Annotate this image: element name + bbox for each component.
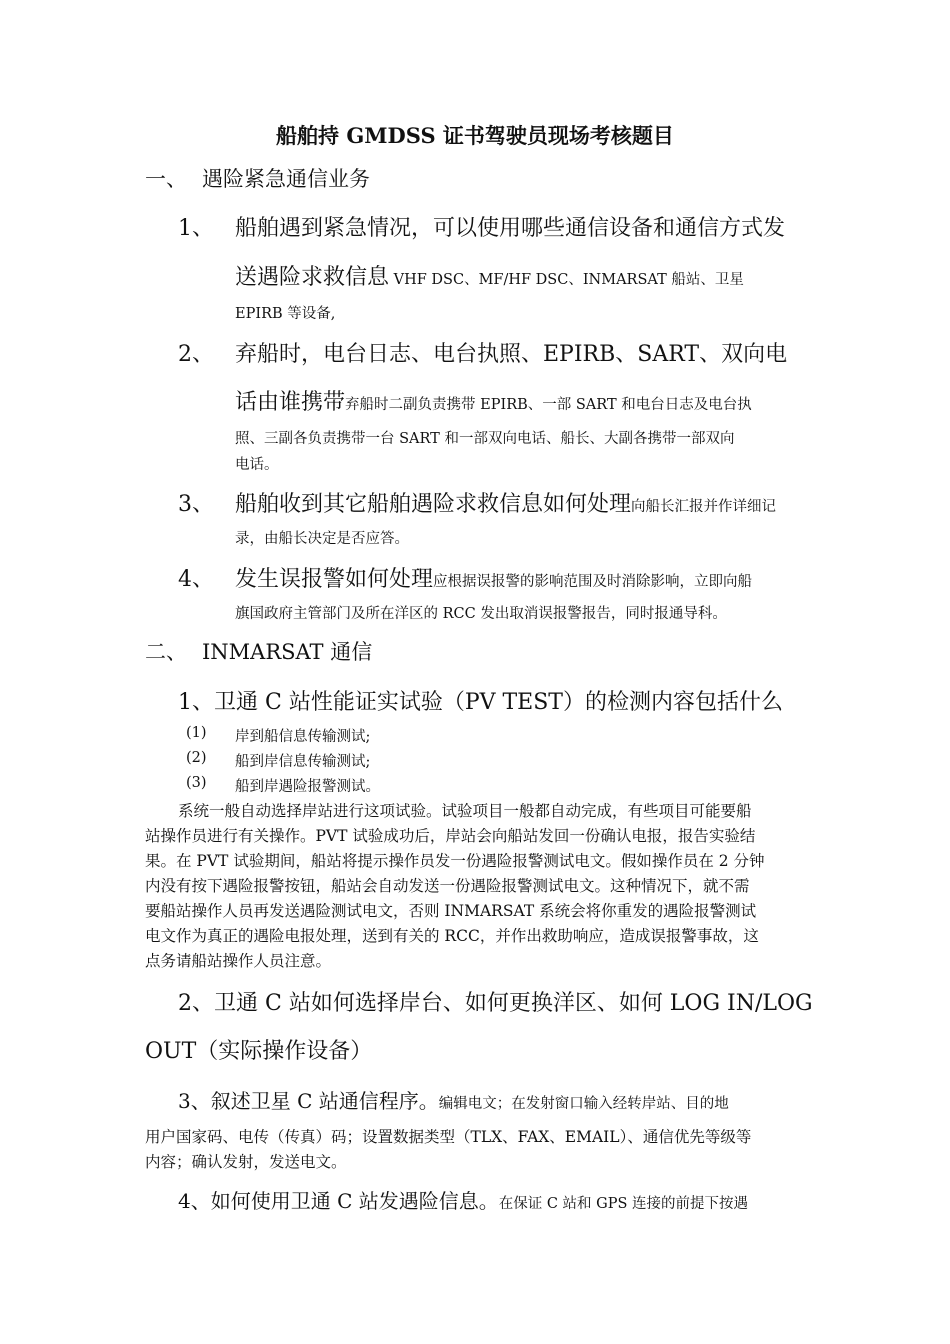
s1-q1-answer-line2: EPIRB 等设备, [235, 306, 336, 322]
s1-q2-question-line1: 弃船时，电台日志、电台执照、EPIRB、SART、双向电 [235, 342, 788, 367]
s2-q1-item-text: 船到岸信息传输测试; [235, 754, 371, 770]
s2-q1-paragraph-line: 点务请船站操作人员注意。 [145, 952, 332, 970]
s1-q1-line2 [235, 260, 744, 291]
section-2-number: 二、 [145, 640, 187, 664]
s1-q4-answer-line2: 旗国政府主管部门及所在洋区的 RCC 发出取消误报警报告，同时报通导科。 [235, 606, 727, 622]
s1-q2-number: 2、 [178, 342, 214, 367]
s2-q1-paragraph-line: 果。在 PVT 试验期间，船站将提示操作员发一份遇险报警测试电文。假如操作员在 2 分钟 [145, 852, 765, 870]
page-title: 船舶持 GMDSS 证书驾驶员现场考核题目 [276, 123, 674, 148]
s2-q1-item-text: 船到岸遇险报警测试。 [235, 779, 380, 795]
s1-q1-question-line2: 送遇险求救信息 [235, 265, 390, 290]
s2-q1-item-text: 岸到船信息传输测试; [235, 729, 371, 745]
s2-q4-question: 4、如何使用卫通 C 站发遇险信息。 [178, 1189, 499, 1213]
s1-q2-answer-line1: 弃船时二副负责携带 EPIRB、一部 SART 和电台日志及电台执 [345, 397, 752, 413]
s2-q1-paragraph-line: 电文作为真正的遇险电报处理，送到有关的 RCC，并作出救助响应，造成误报警事故，这 [145, 927, 759, 945]
s1-q3-number: 3、 [178, 492, 214, 517]
s2-q4-answer-line1: 在保证 C 站和 GPS 连接的前提下按遇 [498, 1196, 749, 1212]
s2-q1-paragraph-line: 站操作员进行有关操作。PVT 试验成功后，岸站会向船站发回一份确认电报，报告实验结 [145, 827, 756, 845]
s1-q4-line1 [235, 562, 752, 593]
s2-q1-paragraph-line: 内没有按下遇险报警按钮，船站会自动发送一份遇险报警测试电文。这种情况下，就不需 [145, 877, 750, 895]
s1-q4-number: 4、 [178, 567, 214, 592]
section-1-number: 一、 [145, 167, 187, 191]
s1-q2-answer-line3: 电话。 [235, 457, 279, 473]
s1-q3-answer-line1: 向船长汇报并作详细记 [631, 499, 777, 515]
s1-q2-question-line2: 话由谁携带 [235, 390, 346, 415]
section-2-heading: INMARSAT 通信 [202, 640, 373, 664]
s2-q1-item-number: (3) [186, 775, 207, 791]
s2-q1-item-number: (2) [186, 750, 207, 766]
s1-q1-question-line1: 船舶遇到紧急情况，可以使用哪些通信设备和通信方式发 [235, 216, 786, 241]
s1-q2-answer-line2: 照、三副各负责携带一台 SART 和一部双向电话、船长、大副各携带一部双向 [235, 431, 735, 447]
s1-q4-question: 发生误报警如何处理 [235, 567, 434, 592]
s1-q2-line2 [235, 385, 752, 416]
s2-q4-line1 [178, 1185, 748, 1214]
s2-q2-question-line2: OUT（实际操作设备） [145, 1039, 373, 1064]
s2-q3-answer-line1: 编辑电文；在发射窗口输入经转岸站、目的地 [438, 1096, 729, 1112]
s2-q1-paragraph-line: 要船站操作人员再发送遇险测试电文，否则 INMARSAT 系统会将你重发的遇险报警测试 [145, 902, 757, 920]
s2-q3-answer-line3: 内容；确认发射，发送电文。 [145, 1153, 347, 1171]
s2-q1-item-number: (1) [186, 725, 207, 741]
s1-q1-answer-line1: VHF DSC、MF/HF DSC、INMARSAT 船站、卫星 [389, 272, 744, 288]
s2-q3-question: 3、叙述卫星 C 站通信程序。 [178, 1089, 439, 1113]
s1-q3-question: 船舶收到其它船舶遇险求救信息如何处理 [235, 492, 632, 517]
s1-q1-number: 1、 [178, 216, 214, 241]
s1-q3-answer-line2: 录，由船长决定是否应答。 [235, 531, 409, 547]
section-1-heading: 遇险紧急通信业务 [202, 167, 370, 191]
s2-q3-answer-line2: 用户国家码、电传（传真）码；设置数据类型（TLX、FAX、EMAIL）、通信优先等级等 [145, 1128, 752, 1146]
s2-q1-paragraph-line: 系统一般自动选择岸站进行这项试验。试验项目一般都自动完成，有些项目可能要船 [178, 802, 752, 820]
s2-q3-line1 [178, 1085, 729, 1114]
s2-q2-question-line1: 2、卫通 C 站如何选择岸台、如何更换洋区、如何 LOG IN/LOG [178, 991, 813, 1016]
s1-q3-line1 [235, 487, 776, 518]
s2-q1-question: 1、卫通 C 站性能证实试验（PV TEST）的检测内容包括什么 [178, 690, 783, 715]
s1-q4-answer-line1: 应根据误报警的影响范围及时消除影响，立即向船 [433, 574, 753, 590]
